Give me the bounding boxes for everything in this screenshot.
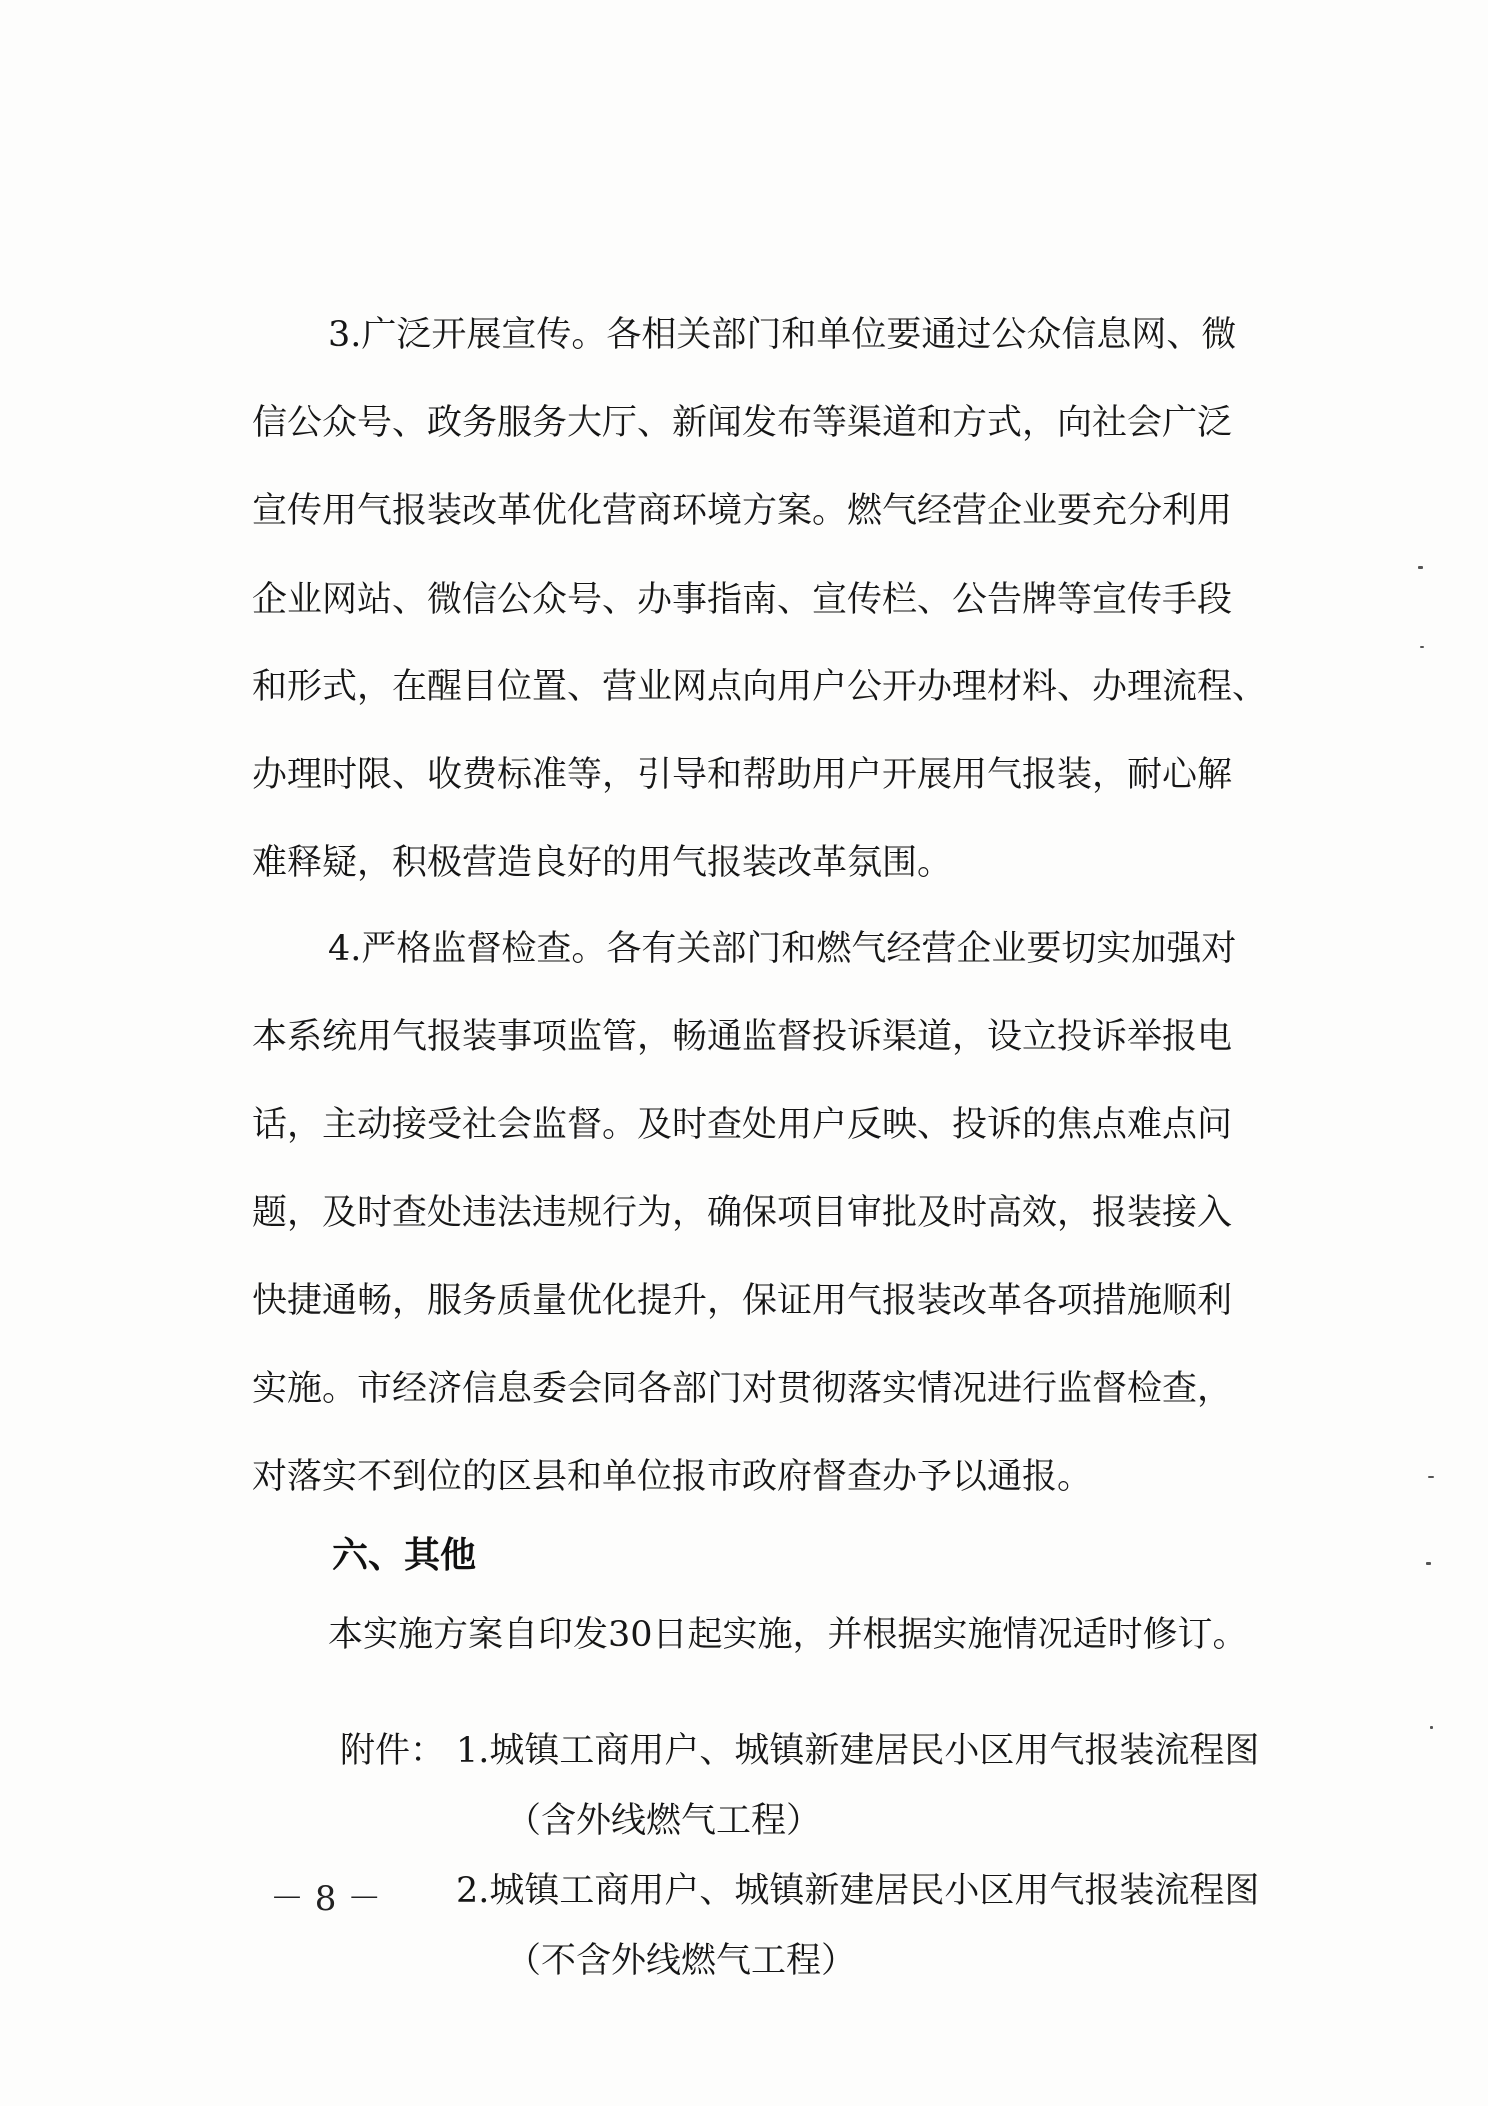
scan-speck	[1418, 566, 1423, 569]
attachments-label: 附件：	[340, 1731, 446, 1771]
attachment-item-1-subtitle: （含外线燃气工程）	[506, 1801, 822, 1841]
paragraph-line: 实施。市经济信息委会同各部门对贯彻落实情况进行监督检查，	[252, 1369, 1233, 1409]
scan-speck	[1428, 1476, 1434, 1478]
paragraph-line: 快捷通畅，服务质量优化提升，保证用气报装改革各项措施顺利	[252, 1281, 1233, 1321]
paragraph-line: 信公众号、政务服务大厅、新闻发布等渠道和方式，向社会广泛	[252, 403, 1233, 443]
paragraph-line: 对落实不到位的区县和单位报市政府督查办予以通报。	[252, 1457, 1093, 1497]
attachment-item-2-subtitle: （不含外线燃气工程）	[506, 1941, 857, 1981]
attachment-item-2-title: 2.城镇工商用户、城镇新建居民小区用气报装流程图	[456, 1871, 1260, 1911]
paragraph-line: 题，及时查处违法违规行为，确保项目审批及时高效，报装接入	[252, 1193, 1233, 1233]
paragraph-line: 宣传用气报装改革优化营商环境方案。燃气经营企业要充分利用	[252, 491, 1233, 531]
paragraph-line: 难释疑，积极营造良好的用气报装改革氛围。	[252, 843, 953, 883]
section-heading: 六、其他	[332, 1535, 477, 1576]
attachment-item-1-title: 1.城镇工商用户、城镇新建居民小区用气报装流程图	[456, 1731, 1260, 1771]
section-6-text: 本实施方案自印发30日起实施，并根据实施情况适时修订。	[328, 1615, 1248, 1655]
page-number: － 8 －	[270, 1879, 382, 1919]
paragraph-line: 话，主动接受社会监督。及时查处用户反映、投诉的焦点难点问	[252, 1105, 1233, 1145]
paragraph-line: 3.广泛开展宣传。各相关部门和单位要通过公众信息网、微	[328, 315, 1237, 355]
paragraph-line: 和形式，在醒目位置、营业网点向用户公开办理材料、办理流程、	[252, 667, 1268, 707]
scan-speck	[1430, 1726, 1433, 1729]
paragraph-line: 本系统用气报装事项监管，畅通监督投诉渠道，设立投诉举报电	[252, 1017, 1233, 1057]
scan-speck	[1420, 646, 1424, 648]
paragraph-line: 企业网站、微信公众号、办事指南、宣传栏、公告牌等宣传手段	[252, 580, 1233, 620]
scan-speck	[1426, 1562, 1431, 1565]
paragraph-line: 办理时限、收费标准等，引导和帮助用户开展用气报装，耐心解	[252, 755, 1233, 795]
paragraph-line: 4.严格监督检查。各有关部门和燃气经营企业要切实加强对	[328, 929, 1237, 969]
